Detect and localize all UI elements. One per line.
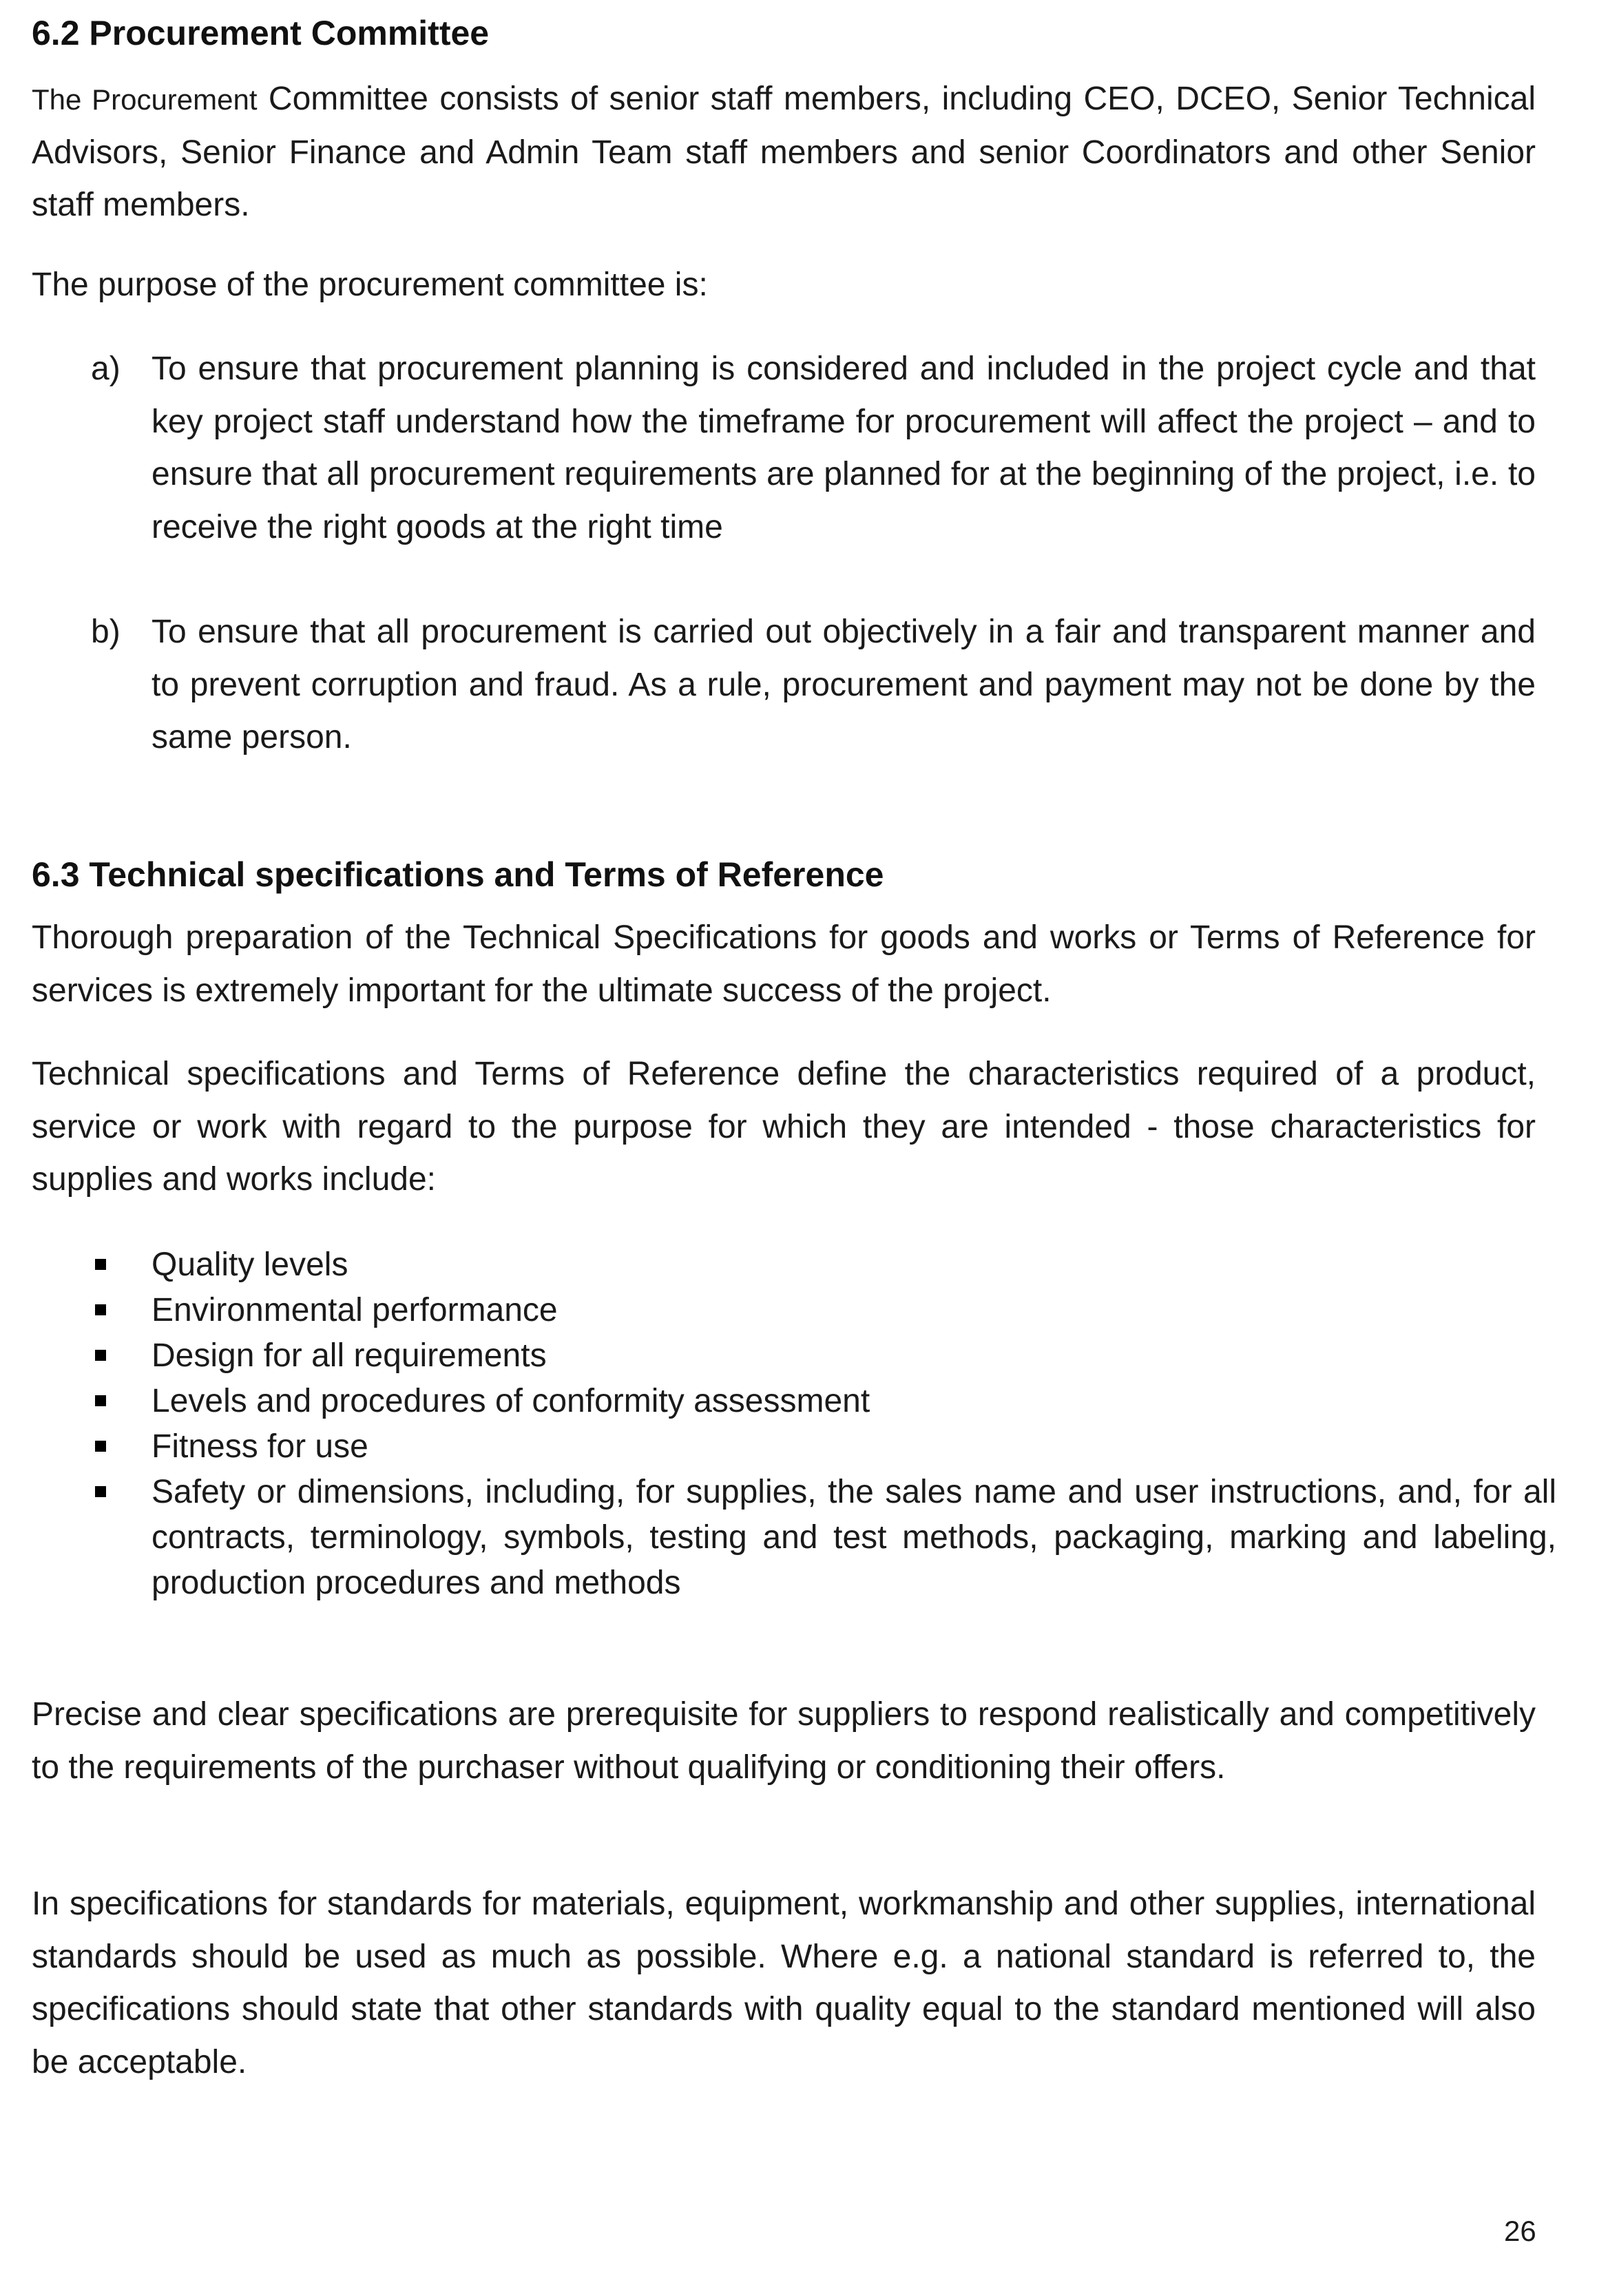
page-number: 26 bbox=[1504, 2215, 1536, 2247]
bullet-icon bbox=[95, 1304, 106, 1315]
bullet-item: Levels and procedures of conformity assessment bbox=[152, 1383, 870, 1419]
intro-rest-text: Committee consists of senior staff members, including CEO, DCEO, Senior Technical Advisors, Senior Finance and Admin Team staff members and senior Coordinators and other Senior staff members. bbox=[32, 81, 1536, 223]
intro-small-text: The Procurement bbox=[32, 83, 258, 116]
bullet-icon bbox=[95, 1486, 106, 1497]
bullet-icon bbox=[95, 1350, 106, 1361]
body-paragraph-4: In specifications for standards for materials, equipment, workmanship and other supplies, international standards should be used as much as possible. Where e.g. a national standard is referred to, the specifications should state that other standards with quality equal to the standard mentioned will also be acceptable. bbox=[32, 1886, 1536, 2080]
bullet-item: Environmental performance bbox=[152, 1292, 558, 1328]
body-paragraph-2: Technical specifications and Terms of Reference define the characteristics required of a product, service or work with regard to the purpose for which they are intended - those characteristics for supplies and works include: bbox=[32, 1056, 1536, 1198]
list-item: To ensure that all procurement is carried out objectively in a fair and transparent manner and to prevent corruption and fraud. As a rule, procurement and payment may not be done by the same person. bbox=[152, 614, 1536, 755]
bullet-item: Safety or dimensions, including, for supplies, the sales name and user instructions, and, for all contracts, terminology, symbols, testing and test methods, packaging, marking and labeling, production procedures and methods bbox=[152, 1474, 1556, 1601]
purpose-paragraph: The purpose of the procurement committee is: bbox=[32, 267, 708, 303]
bullet-item: Design for all requirements bbox=[152, 1337, 547, 1374]
bullet-icon bbox=[95, 1259, 106, 1270]
committee-intro-paragraph bbox=[32, 73, 1536, 232]
bullet-icon bbox=[95, 1441, 106, 1452]
body-paragraph-1: Thorough preparation of the Technical Specifications for goods and works or Terms of Reference for services is extremely important for the ultimate success of the project. bbox=[32, 919, 1536, 1009]
bullet-icon bbox=[95, 1395, 106, 1406]
list-item-marker: a) bbox=[91, 351, 121, 387]
list-item: To ensure that procurement planning is considered and included in the project cycle and that key project staff understand how the timeframe for procurement will affect the project – and to ensure that all procurement requirements are planned for at the beginning of the project, i.e. to receive the right goods at the right time bbox=[152, 351, 1536, 545]
list-item-marker: b) bbox=[91, 614, 121, 650]
body-paragraph-3: Precise and clear specifications are prerequisite for suppliers to respond realistically and competitively to the requirements of the purchaser without qualifying or conditioning their offers. bbox=[32, 1696, 1536, 1786]
section-heading-6-2: 6.2 Procurement Committee bbox=[32, 14, 490, 52]
bullet-item: Quality levels bbox=[152, 1246, 348, 1283]
section-heading-6-3: 6.3 Technical specifications and Terms of Reference bbox=[32, 855, 884, 894]
bullet-item: Fitness for use bbox=[152, 1428, 368, 1465]
